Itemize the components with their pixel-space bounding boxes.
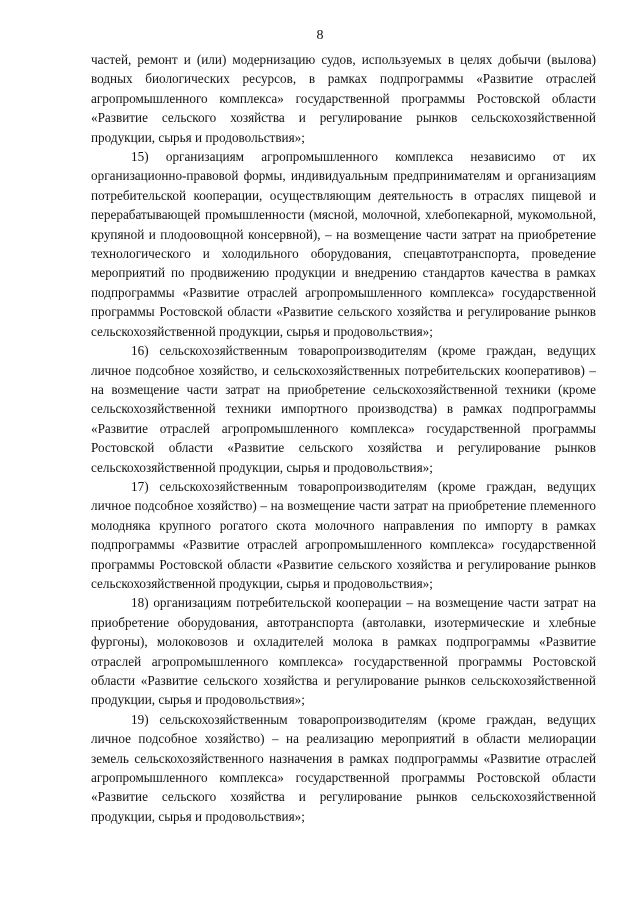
paragraph-continuation: частей, ремонт и (или) модернизацию судов, используемых в целях добычи (вылова) водных биологических ресурсов, в рамках подпрограммы «Развитие отраслей агропромышленного комплекса» государственной программы Ростовской области «Развитие сельского хозяйства и регулирование рынков сельскохозяйственной продукции, сырья и продовольствия»; (91, 52, 596, 145)
paragraph-item-16: 16) сельскохозяйственным товаропроизводителям (кроме граждан, ведущих личное подсобное хозяйство, и сельскохозяйственных потребительских кооперативов) – на возмещение части затрат на приобретение сельскохозяйственной техники (кроме сельскохозяйственной техники импортного производства) в рамках подпрограммы «Развитие отраслей агропромышленного комплекса» государственной программы Ростовской области «Развитие сельского хозяйства и регулирование рынков сельскохозяйственной продукции, сырья и продовольствия»; (91, 343, 596, 475)
paragraph-item-15: 15) организациям агропромышленного комплекса независимо от их организационно-правовой формы, индивидуальным предпринимателям и организациям потребительской кооперации, осуществляющим деятельность в отраслях пищевой и перерабатывающей промышленности (мясной, молочной, хлебопекарной, мукомольной, крупяной и плодоовощной консервной), – на возмещение части затрат на приобретение технологического и холодильного оборудования, спецавтотранспорта, проведение мероприятий по продвижению продукции и внедрению стандартов качества в рамках подпрограммы «Развитие отраслей агропромышленного комплекса» государственной программы Ростовской области «Развитие сельского хозяйства и регулирование рынков сельскохозяйственной продукции, сырья и продовольствия»; (91, 149, 596, 339)
document-body (91, 50, 596, 826)
paragraph-item-18: 18) организациям потребительской кооперации – на возмещение части затрат на приобретение оборудования, автотранспорта (автолавки, изотермические и хлебные фургоны), молоковозов и охладителей молока в рамках подпрограммы «Развитие отраслей агропромышленного комплекса» государственной программы Ростовской области «Развитие сельского хозяйства и регулирование рынков сельскохозяйственной продукции, сырья и продовольствия»; (91, 595, 596, 708)
page-number: 8 (316, 28, 324, 43)
paragraph-item-17: 17) сельскохозяйственным товаропроизводителям (кроме граждан, ведущих личное подсобное хозяйство) – на возмещение части затрат на приобретение племенного молодняка крупного рогатого скота молочного направления по импорту в рамках подпрограммы «Развитие отраслей агропромышленного комплекса» государственной программы Ростовской области «Развитие сельского хозяйства и регулирование рынков сельскохозяйственной продукции, сырья и продовольствия»; (91, 478, 596, 591)
paragraph-item-19: 19) сельскохозяйственным товаропроизводителям (кроме граждан, ведущих личное подсобное хозяйство) – на реализацию мероприятий в области мелиорации земель сельскохозяйственного назначения в рамках подпрограммы «Развитие отраслей агропромышленного комплекса» государственной программы Ростовской области «Развитие сельского хозяйства и регулирование рынков сельскохозяйственной продукции, сырья и продовольствия»; (91, 711, 596, 824)
